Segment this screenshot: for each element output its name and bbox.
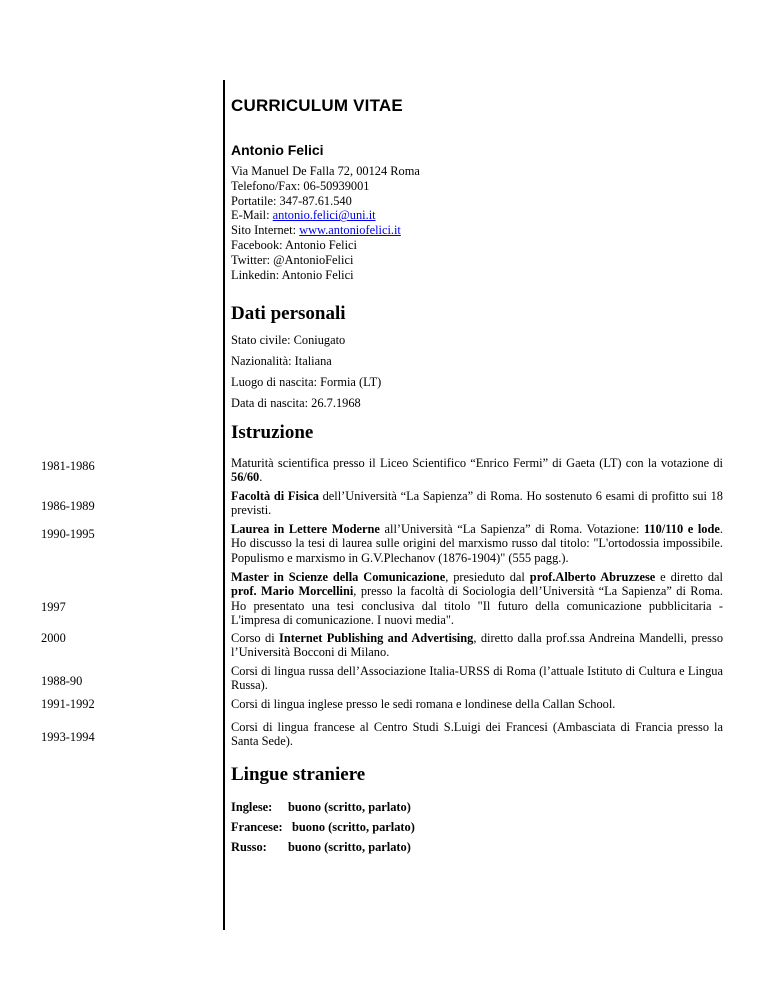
- education-description: Corsi di lingua inglese presso le sedi romana e londinese della Callan School.: [231, 697, 616, 711]
- linkedin-line: Linkedin: Antonio Felici: [231, 267, 354, 282]
- facebook-line: Facebook: Antonio Felici: [231, 237, 357, 252]
- contact-block: [231, 164, 420, 282]
- education-year: 1993-1994: [41, 730, 95, 744]
- birthdate: Data di nascita: 26.7.1968: [231, 396, 361, 410]
- language-level: buono (scritto, parlato): [292, 820, 415, 834]
- education-description: Master in Scienze della Comunicazione, presieduto dal prof.Alberto Abruzzese e diretto dal prof. Mario Morcellini, presso la facoltà di Sociologia dell’Università “La Sapienza” di Roma. Ho presentato una tesi conclusiva dal titolo "Il futuro della comunicazione pubblicitaria - L'impresa di comunicazione. I nuovi media".: [231, 570, 723, 628]
- email-label: E-Mail:: [231, 208, 273, 223]
- section-title-languages: Lingue straniere: [231, 764, 366, 785]
- education-year: 1997: [41, 600, 66, 614]
- marital-status: Stato civile: Coniugato: [231, 333, 346, 347]
- languages-list: [231, 800, 415, 860]
- education-year: 1988-90: [41, 674, 83, 688]
- education-description: Facoltà di Fisica dell’Università “La Sapienza” di Roma. Ho sostenuto 6 esami di profitto sui 18 previsti.: [231, 489, 723, 518]
- section-title-personal: Dati personali: [231, 303, 346, 324]
- education-description: Laurea in Lettere Moderne all’Università “La Sapienza” di Roma. Votazione: 110/110 e lode. Ho discusso la tesi di laurea sulle origini del marxismo russo dal titolo: "L'ortodossia impossibile. Populismo e marxismo in G.V.Plechanov (1876-1904)" (555 pagg.).: [231, 522, 723, 565]
- website-line: [231, 223, 420, 238]
- email-link[interactable]: antonio.felici@uni.it: [272, 208, 376, 223]
- education-year: 1990-1995: [41, 527, 95, 541]
- birthplace: Luogo di nascita: Formia (LT): [231, 375, 382, 389]
- nationality: Nazionalità: Italiana: [231, 354, 332, 368]
- mobile-line: Portatile: 347-87.61.540: [231, 193, 352, 208]
- education-year: 1991-1992: [41, 697, 95, 711]
- twitter-line: Twitter: @AntonioFelici: [231, 252, 354, 267]
- margin-vertical-rule: [223, 80, 225, 930]
- education-description: Maturità scientifica presso il Liceo Scientifico “Enrico Fermi” di Gaeta (LT) con la votazione di 56/60.: [231, 456, 723, 485]
- education-description: Corso di Internet Publishing and Advertising, diretto dalla prof.ssa Andreina Mandelli, presso l’Università Bocconi di Milano.: [231, 631, 724, 660]
- email-line: [231, 208, 420, 223]
- education-year: 2000: [41, 631, 66, 645]
- language-level: buono (scritto, parlato): [288, 840, 411, 854]
- language-item: [231, 800, 415, 820]
- education-year: 1981-1986: [41, 459, 95, 473]
- language-item: [231, 840, 415, 860]
- phone-line: Telefono/Fax: 06-50939001: [231, 178, 370, 193]
- document-title: CURRICULUM VITAE: [231, 96, 403, 115]
- language-item: [231, 820, 415, 840]
- language-name: Inglese:: [231, 800, 273, 814]
- address-line: Via Manuel De Falla 72, 00124 Roma: [231, 164, 420, 178]
- language-name: Francese:: [231, 820, 283, 834]
- language-level: buono (scritto, parlato): [288, 800, 411, 814]
- education-year: 1986-1989: [41, 499, 95, 513]
- education-description: Corsi di lingua francese al Centro Studi S.Luigi dei Francesi (Ambasciata di Francia presso la Santa Sede).: [231, 720, 723, 749]
- website-label: Sito Internet:: [231, 223, 300, 238]
- person-name: Antonio Felici: [231, 142, 324, 158]
- section-title-education: Istruzione: [231, 422, 314, 443]
- personal-data-list: [231, 333, 381, 417]
- language-name: Russo:: [231, 840, 267, 854]
- education-description: Corsi di lingua russa dell’Associazione Italia-URSS di Roma (l’attuale Istituto di Cultura e Lingua Russa).: [231, 664, 723, 693]
- website-link[interactable]: www.antoniofelici.it: [299, 223, 401, 238]
